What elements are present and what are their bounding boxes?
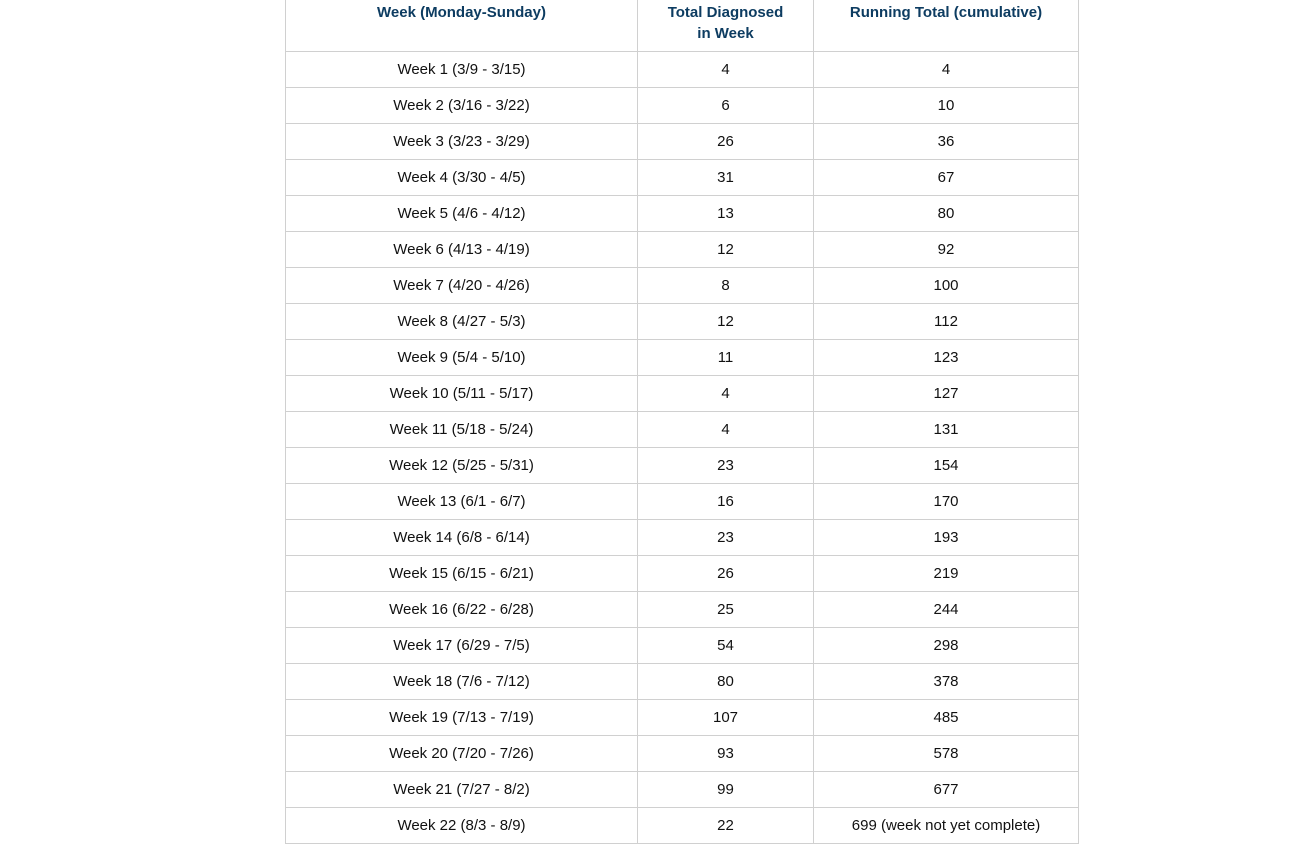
cell-running-total: 10: [814, 87, 1079, 123]
cell-total-diagnosed: 99: [638, 771, 814, 807]
cell-week: Week 1 (3/9 - 3/15): [286, 51, 638, 87]
cell-week: Week 13 (6/1 - 6/7): [286, 483, 638, 519]
cell-total-diagnosed: 22: [638, 807, 814, 843]
cell-week: Week 6 (4/13 - 4/19): [286, 231, 638, 267]
cell-total-diagnosed: 13: [638, 195, 814, 231]
table-row: [286, 303, 1079, 339]
table-row: [286, 87, 1079, 123]
table-row: [286, 195, 1079, 231]
table-row: [286, 627, 1079, 663]
header-diagnosed-line1: Total Diagnosed: [667, 4, 784, 21]
cell-total-diagnosed: 23: [638, 447, 814, 483]
cell-week: Week 20 (7/20 - 7/26): [286, 735, 638, 771]
cell-week: Week 19 (7/13 - 7/19): [286, 699, 638, 735]
weekly-cases-table-container: [285, 0, 1078, 844]
table-row: [286, 519, 1079, 555]
table-row: [286, 699, 1079, 735]
header-week-label: Week (Monday-Sunday): [377, 4, 546, 21]
cell-total-diagnosed: 25: [638, 591, 814, 627]
cell-running-total: 36: [814, 123, 1079, 159]
header-diagnosed-line2: in Week: [697, 25, 754, 42]
cell-running-total: 123: [814, 339, 1079, 375]
cell-total-diagnosed: 4: [638, 51, 814, 87]
cell-running-total: 154: [814, 447, 1079, 483]
cell-running-total: 80: [814, 195, 1079, 231]
header-total-diagnosed: [638, 0, 814, 51]
cell-week: Week 14 (6/8 - 6/14): [286, 519, 638, 555]
table-row: [286, 663, 1079, 699]
cell-total-diagnosed: 23: [638, 519, 814, 555]
cell-running-total: 677: [814, 771, 1079, 807]
cell-total-diagnosed: 12: [638, 303, 814, 339]
cell-running-total: 112: [814, 303, 1079, 339]
cell-week: Week 15 (6/15 - 6/21): [286, 555, 638, 591]
table-header: [286, 0, 1079, 51]
header-week: [286, 0, 638, 51]
cell-running-total: 193: [814, 519, 1079, 555]
table-row: [286, 771, 1079, 807]
cell-week: Week 16 (6/22 - 6/28): [286, 591, 638, 627]
cell-total-diagnosed: 11: [638, 339, 814, 375]
cell-week: Week 17 (6/29 - 7/5): [286, 627, 638, 663]
cell-running-total: 485: [814, 699, 1079, 735]
cell-total-diagnosed: 80: [638, 663, 814, 699]
table-row: [286, 123, 1079, 159]
header-running-total: [814, 0, 1079, 51]
cell-week: Week 11 (5/18 - 5/24): [286, 411, 638, 447]
table-row: [286, 375, 1079, 411]
cell-running-total: 92: [814, 231, 1079, 267]
cell-total-diagnosed: 107: [638, 699, 814, 735]
table-row: [286, 339, 1079, 375]
cell-running-total: 127: [814, 375, 1079, 411]
cell-week: Week 21 (7/27 - 8/2): [286, 771, 638, 807]
cell-running-total: 67: [814, 159, 1079, 195]
cell-week: Week 10 (5/11 - 5/17): [286, 375, 638, 411]
table-row: [286, 51, 1079, 87]
cell-total-diagnosed: 4: [638, 411, 814, 447]
cell-total-diagnosed: 4: [638, 375, 814, 411]
cell-running-total: 298: [814, 627, 1079, 663]
cell-total-diagnosed: 26: [638, 123, 814, 159]
table-body: [286, 51, 1079, 843]
cell-total-diagnosed: 54: [638, 627, 814, 663]
cell-running-total: 699 (week not yet complete): [814, 807, 1079, 843]
cell-total-diagnosed: 12: [638, 231, 814, 267]
table-row: [286, 159, 1079, 195]
cell-running-total: 170: [814, 483, 1079, 519]
cell-total-diagnosed: 8: [638, 267, 814, 303]
table-row: [286, 267, 1079, 303]
cell-week: Week 22 (8/3 - 8/9): [286, 807, 638, 843]
cell-running-total: 244: [814, 591, 1079, 627]
cell-week: Week 7 (4/20 - 4/26): [286, 267, 638, 303]
cell-week: Week 18 (7/6 - 7/12): [286, 663, 638, 699]
header-row: [286, 0, 1079, 51]
table-row: [286, 735, 1079, 771]
cell-week: Week 5 (4/6 - 4/12): [286, 195, 638, 231]
table-row: [286, 411, 1079, 447]
weekly-cases-table: [285, 0, 1079, 844]
cell-week: Week 8 (4/27 - 5/3): [286, 303, 638, 339]
cell-running-total: 100: [814, 267, 1079, 303]
cell-total-diagnosed: 93: [638, 735, 814, 771]
cell-total-diagnosed: 26: [638, 555, 814, 591]
cell-week: Week 3 (3/23 - 3/29): [286, 123, 638, 159]
table-row: [286, 555, 1079, 591]
cell-running-total: 219: [814, 555, 1079, 591]
cell-week: Week 9 (5/4 - 5/10): [286, 339, 638, 375]
table-row: [286, 807, 1079, 843]
cell-total-diagnosed: 16: [638, 483, 814, 519]
cell-running-total: 131: [814, 411, 1079, 447]
header-running-label: Running Total (cumulative): [849, 4, 1043, 21]
cell-running-total: 4: [814, 51, 1079, 87]
cell-running-total: 578: [814, 735, 1079, 771]
cell-total-diagnosed: 6: [638, 87, 814, 123]
table-row: [286, 447, 1079, 483]
table-row: [286, 231, 1079, 267]
cell-total-diagnosed: 31: [638, 159, 814, 195]
table-row: [286, 483, 1079, 519]
cell-week: Week 2 (3/16 - 3/22): [286, 87, 638, 123]
cell-week: Week 12 (5/25 - 5/31): [286, 447, 638, 483]
table-row: [286, 591, 1079, 627]
cell-week: Week 4 (3/30 - 4/5): [286, 159, 638, 195]
cell-running-total: 378: [814, 663, 1079, 699]
